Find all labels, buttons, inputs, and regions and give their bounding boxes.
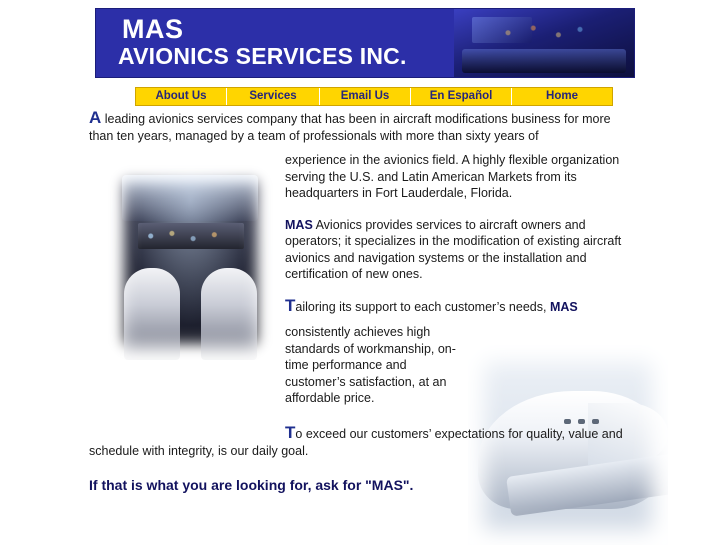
- cockpit-photo: [108, 165, 273, 360]
- paragraph-3: [285, 295, 625, 316]
- dropcap-t-2: T: [285, 423, 296, 442]
- closing-block: [89, 425, 649, 511]
- company-name-line1: MAS: [122, 14, 184, 44]
- paragraph-3-text: ailoring its support to each customer’s needs,: [295, 299, 550, 314]
- nav-item-email-us[interactable]: Email Us: [320, 88, 411, 105]
- paragraph-3-brand: MAS: [549, 299, 578, 314]
- paragraph-2-text: Avionics provides services to aircraft owners and operators; it specializes in the modification of existing aircraft avionics and navigation systems or the installation and certification of new ones.: [285, 217, 622, 281]
- paragraph-3-tail: consistently achieves high standards of workmanship, on-time performance and customer’s satisfaction, at an affordable price.: [285, 325, 456, 405]
- dropcap-a: A: [89, 108, 102, 127]
- paragraph-2: [285, 217, 625, 283]
- nav-item-services[interactable]: Services: [227, 88, 320, 105]
- company-name-line2: AVIONICS SERVICES INC.: [118, 43, 407, 69]
- cockpit-night-panel-icon: [454, 9, 634, 77]
- paragraph-1-text: leading avionics services company that has been in aircraft modifications business for more than ten years, managed by a team of professionals with more than sixty years of: [89, 112, 611, 143]
- paragraph-1: [89, 110, 629, 144]
- paragraph-4-text: o exceed our customers’ expectations for quality, value and schedule with integrity, is our daily goal.: [89, 427, 623, 458]
- dropcap-t-1: T: [285, 295, 296, 315]
- right-column-text: [285, 152, 625, 422]
- nav-item-about-us[interactable]: About Us: [136, 88, 227, 105]
- main-navigation: [135, 87, 613, 106]
- cockpit-photo-vignette: [108, 165, 273, 360]
- nav-item-en-espanol[interactable]: En Español: [411, 88, 512, 105]
- site-banner: [95, 8, 635, 78]
- paragraph-2-brand: MAS: [285, 217, 313, 232]
- intro-paragraph-block: [89, 110, 629, 158]
- paragraph-4: [89, 425, 649, 459]
- nav-item-home[interactable]: Home: [512, 88, 612, 105]
- paragraph-1-tail: experience in the avionics field. A highly flexible organization serving the U.S. and Latin American Markets from its headquarters in Fort Lauderdale, Florida.: [285, 153, 620, 200]
- tagline: If that is what you are looking for, ask for "MAS".: [89, 477, 414, 493]
